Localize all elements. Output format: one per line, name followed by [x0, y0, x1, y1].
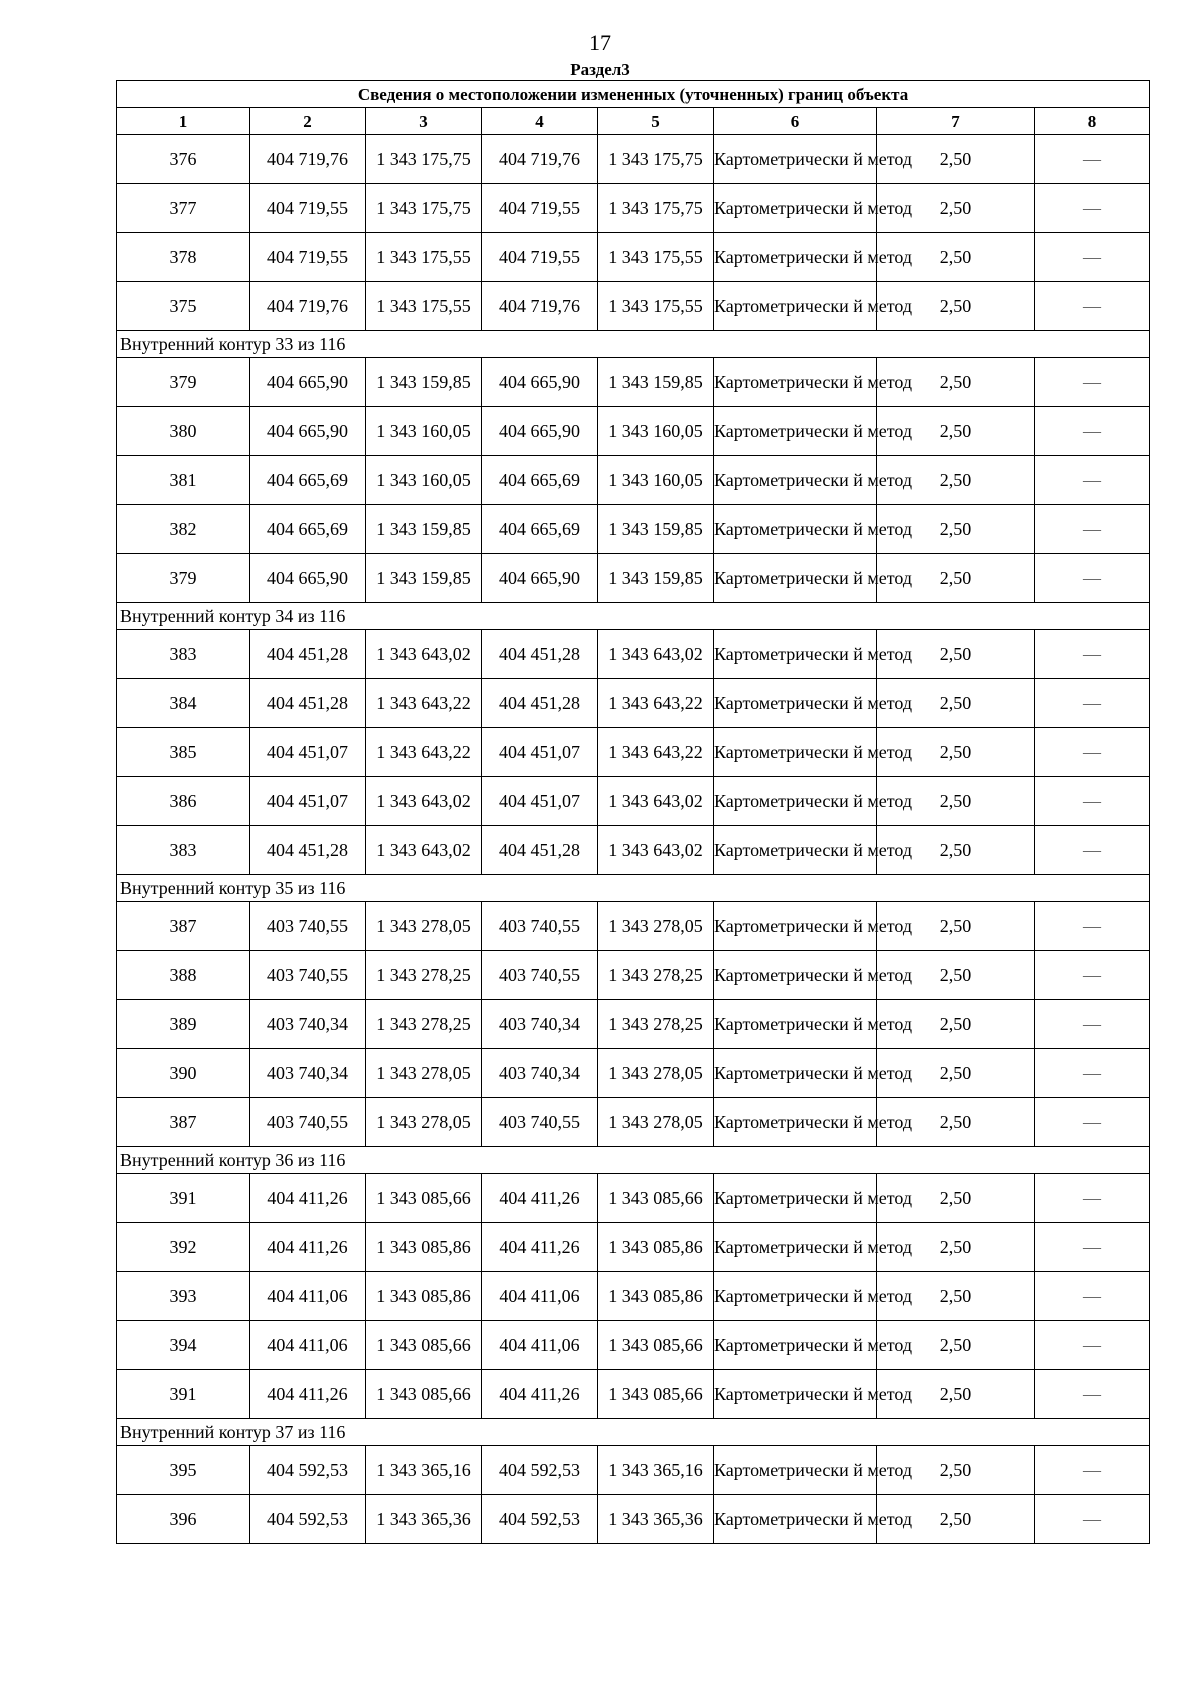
- x-new-cell: 404 451,28: [482, 826, 598, 875]
- point-number-cell: 377: [117, 184, 250, 233]
- y-old-cell: 1 343 175,55: [366, 233, 482, 282]
- method-cell: Картометрически й метод: [714, 1174, 877, 1223]
- x-old-cell: 404 719,55: [250, 184, 366, 233]
- description-cell: —: [1035, 679, 1150, 728]
- y-old-cell: 1 343 159,85: [366, 505, 482, 554]
- point-number-cell: 380: [117, 407, 250, 456]
- y-old-cell: 1 343 159,85: [366, 358, 482, 407]
- table-row: [117, 777, 1150, 826]
- x-new-cell: 404 451,28: [482, 630, 598, 679]
- x-old-cell: 404 719,76: [250, 282, 366, 331]
- y-new-cell: 1 343 643,22: [598, 728, 714, 777]
- y-old-cell: 1 343 278,05: [366, 1098, 482, 1147]
- method-cell: Картометрически й метод: [714, 1000, 877, 1049]
- contour-label: Внутренний контур 37 из 116: [117, 1419, 1150, 1446]
- point-number-cell: 394: [117, 1321, 250, 1370]
- x-new-cell: 404 451,28: [482, 679, 598, 728]
- table-row: [117, 951, 1150, 1000]
- accuracy-cell: 2,50: [877, 902, 1035, 951]
- point-number-cell: 379: [117, 554, 250, 603]
- point-number-cell: 396: [117, 1495, 250, 1544]
- y-new-cell: 1 343 159,85: [598, 505, 714, 554]
- method-cell: Картометрически й метод: [714, 630, 877, 679]
- y-old-cell: 1 343 160,05: [366, 456, 482, 505]
- y-old-cell: 1 343 278,05: [366, 902, 482, 951]
- table-row: [117, 630, 1150, 679]
- table-row: [117, 407, 1150, 456]
- x-old-cell: 403 740,34: [250, 1049, 366, 1098]
- y-new-cell: 1 343 278,05: [598, 902, 714, 951]
- point-number-cell: 385: [117, 728, 250, 777]
- y-new-cell: 1 343 365,16: [598, 1446, 714, 1495]
- description-cell: —: [1035, 826, 1150, 875]
- y-new-cell: 1 343 160,05: [598, 407, 714, 456]
- x-new-cell: 404 665,90: [482, 554, 598, 603]
- point-number-cell: 390: [117, 1049, 250, 1098]
- description-cell: —: [1035, 1049, 1150, 1098]
- description-cell: —: [1035, 358, 1150, 407]
- description-cell: —: [1035, 1321, 1150, 1370]
- contour-heading-row: [117, 603, 1150, 630]
- column-header: 6: [714, 108, 877, 135]
- y-new-cell: 1 343 175,55: [598, 282, 714, 331]
- accuracy-cell: 2,50: [877, 679, 1035, 728]
- method-cell: Картометрически й метод: [714, 233, 877, 282]
- y-old-cell: 1 343 085,86: [366, 1272, 482, 1321]
- column-header: 2: [250, 108, 366, 135]
- method-cell: Картометрически й метод: [714, 1446, 877, 1495]
- description-cell: —: [1035, 1272, 1150, 1321]
- y-new-cell: 1 343 159,85: [598, 554, 714, 603]
- table-row: [117, 358, 1150, 407]
- table-row: [117, 184, 1150, 233]
- method-cell: Картометрически й метод: [714, 1370, 877, 1419]
- accuracy-cell: 2,50: [877, 554, 1035, 603]
- x-old-cell: 403 740,55: [250, 951, 366, 1000]
- point-number-cell: 391: [117, 1174, 250, 1223]
- description-cell: —: [1035, 777, 1150, 826]
- x-old-cell: 404 719,76: [250, 135, 366, 184]
- description-cell: —: [1035, 1098, 1150, 1147]
- point-number-cell: 381: [117, 456, 250, 505]
- contour-heading-row: [117, 875, 1150, 902]
- y-old-cell: 1 343 159,85: [366, 554, 482, 603]
- column-header: 3: [366, 108, 482, 135]
- point-number-cell: 388: [117, 951, 250, 1000]
- method-cell: Картометрически й метод: [714, 679, 877, 728]
- y-old-cell: 1 343 160,05: [366, 407, 482, 456]
- x-new-cell: 404 592,53: [482, 1446, 598, 1495]
- x-new-cell: 404 665,90: [482, 407, 598, 456]
- y-old-cell: 1 343 085,86: [366, 1223, 482, 1272]
- description-cell: —: [1035, 184, 1150, 233]
- table-row: [117, 1370, 1150, 1419]
- table-body: [117, 81, 1150, 1544]
- description-cell: —: [1035, 1370, 1150, 1419]
- description-cell: —: [1035, 554, 1150, 603]
- point-number-cell: 376: [117, 135, 250, 184]
- x-new-cell: 404 719,55: [482, 233, 598, 282]
- x-old-cell: 403 740,34: [250, 1000, 366, 1049]
- x-old-cell: 404 665,69: [250, 456, 366, 505]
- description-cell: —: [1035, 233, 1150, 282]
- contour-label: Внутренний контур 35 из 116: [117, 875, 1150, 902]
- description-cell: —: [1035, 728, 1150, 777]
- x-new-cell: 404 411,26: [482, 1370, 598, 1419]
- method-cell: Картометрически й метод: [714, 184, 877, 233]
- y-new-cell: 1 343 278,05: [598, 1098, 714, 1147]
- method-cell: Картометрически й метод: [714, 554, 877, 603]
- point-number-cell: 387: [117, 1098, 250, 1147]
- accuracy-cell: 2,50: [877, 777, 1035, 826]
- accuracy-cell: 2,50: [877, 456, 1035, 505]
- method-cell: Картометрически й метод: [714, 135, 877, 184]
- x-new-cell: 404 411,26: [482, 1174, 598, 1223]
- column-header: 1: [117, 108, 250, 135]
- method-cell: Картометрически й метод: [714, 902, 877, 951]
- point-number-cell: 378: [117, 233, 250, 282]
- x-old-cell: 404 411,06: [250, 1321, 366, 1370]
- table-row: [117, 728, 1150, 777]
- contour-heading-row: [117, 1147, 1150, 1174]
- y-new-cell: 1 343 175,75: [598, 184, 714, 233]
- point-number-cell: 389: [117, 1000, 250, 1049]
- accuracy-cell: 2,50: [877, 505, 1035, 554]
- x-new-cell: 403 740,34: [482, 1000, 598, 1049]
- x-old-cell: 404 411,26: [250, 1174, 366, 1223]
- description-cell: —: [1035, 407, 1150, 456]
- method-cell: Картометрически й метод: [714, 505, 877, 554]
- y-old-cell: 1 343 643,22: [366, 679, 482, 728]
- page-number: 17: [589, 30, 611, 55]
- boundary-table: [116, 80, 1150, 1544]
- x-old-cell: 404 411,26: [250, 1223, 366, 1272]
- column-header: 5: [598, 108, 714, 135]
- accuracy-cell: 2,50: [877, 407, 1035, 456]
- accuracy-cell: 2,50: [877, 1495, 1035, 1544]
- method-cell: Картометрически й метод: [714, 951, 877, 1000]
- x-old-cell: 404 719,55: [250, 233, 366, 282]
- y-new-cell: 1 343 643,02: [598, 777, 714, 826]
- y-new-cell: 1 343 643,22: [598, 679, 714, 728]
- accuracy-cell: 2,50: [877, 826, 1035, 875]
- description-cell: —: [1035, 1000, 1150, 1049]
- y-new-cell: 1 343 160,05: [598, 456, 714, 505]
- y-new-cell: 1 343 643,02: [598, 826, 714, 875]
- accuracy-cell: 2,50: [877, 233, 1035, 282]
- accuracy-cell: 2,50: [877, 135, 1035, 184]
- description-cell: —: [1035, 1174, 1150, 1223]
- column-header-row: [117, 108, 1150, 135]
- accuracy-cell: 2,50: [877, 1049, 1035, 1098]
- method-cell: Картометрически й метод: [714, 358, 877, 407]
- accuracy-cell: 2,50: [877, 282, 1035, 331]
- table-row: [117, 1098, 1150, 1147]
- table-title-row: [117, 81, 1150, 108]
- y-old-cell: 1 343 278,25: [366, 1000, 482, 1049]
- method-cell: Картометрически й метод: [714, 456, 877, 505]
- x-new-cell: 404 592,53: [482, 1495, 598, 1544]
- x-old-cell: 404 665,90: [250, 358, 366, 407]
- point-number-cell: 387: [117, 902, 250, 951]
- y-old-cell: 1 343 365,36: [366, 1495, 482, 1544]
- y-new-cell: 1 343 085,66: [598, 1370, 714, 1419]
- table-row: [117, 1000, 1150, 1049]
- method-cell: Картометрически й метод: [714, 826, 877, 875]
- accuracy-cell: 2,50: [877, 1098, 1035, 1147]
- x-old-cell: 404 665,90: [250, 407, 366, 456]
- x-new-cell: 404 411,06: [482, 1272, 598, 1321]
- accuracy-cell: 2,50: [877, 1321, 1035, 1370]
- table-row: [117, 679, 1150, 728]
- y-new-cell: 1 343 175,75: [598, 135, 714, 184]
- x-new-cell: 404 665,90: [482, 358, 598, 407]
- y-new-cell: 1 343 278,25: [598, 951, 714, 1000]
- y-old-cell: 1 343 643,02: [366, 630, 482, 679]
- contour-label: Внутренний контур 34 из 116: [117, 603, 1150, 630]
- table-row: [117, 456, 1150, 505]
- accuracy-cell: 2,50: [877, 1174, 1035, 1223]
- y-old-cell: 1 343 643,02: [366, 826, 482, 875]
- method-cell: Картометрически й метод: [714, 777, 877, 826]
- x-new-cell: 404 665,69: [482, 505, 598, 554]
- x-old-cell: 404 451,28: [250, 679, 366, 728]
- table-row: [117, 1446, 1150, 1495]
- accuracy-cell: 2,50: [877, 1223, 1035, 1272]
- contour-label: Внутренний контур 33 из 116: [117, 331, 1150, 358]
- point-number-cell: 392: [117, 1223, 250, 1272]
- column-header: 4: [482, 108, 598, 135]
- table-row: [117, 554, 1150, 603]
- y-old-cell: 1 343 278,25: [366, 951, 482, 1000]
- x-new-cell: 404 719,76: [482, 282, 598, 331]
- accuracy-cell: 2,50: [877, 630, 1035, 679]
- y-new-cell: 1 343 085,66: [598, 1174, 714, 1223]
- section-title: Раздел3: [570, 60, 630, 79]
- y-old-cell: 1 343 643,02: [366, 777, 482, 826]
- x-old-cell: 404 665,69: [250, 505, 366, 554]
- method-cell: Картометрически й метод: [714, 1049, 877, 1098]
- table-row: [117, 1495, 1150, 1544]
- accuracy-cell: 2,50: [877, 1272, 1035, 1321]
- accuracy-cell: 2,50: [877, 951, 1035, 1000]
- y-new-cell: 1 343 085,86: [598, 1223, 714, 1272]
- y-old-cell: 1 343 085,66: [366, 1174, 482, 1223]
- table-row: [117, 1049, 1150, 1098]
- table-row: [117, 282, 1150, 331]
- y-new-cell: 1 343 365,36: [598, 1495, 714, 1544]
- x-new-cell: 403 740,55: [482, 902, 598, 951]
- y-old-cell: 1 343 643,22: [366, 728, 482, 777]
- x-new-cell: 404 719,55: [482, 184, 598, 233]
- x-old-cell: 404 411,26: [250, 1370, 366, 1419]
- method-cell: Картометрически й метод: [714, 407, 877, 456]
- y-old-cell: 1 343 175,55: [366, 282, 482, 331]
- description-cell: —: [1035, 456, 1150, 505]
- x-old-cell: 403 740,55: [250, 902, 366, 951]
- contour-heading-row: [117, 331, 1150, 358]
- method-cell: Картометрически й метод: [714, 728, 877, 777]
- x-new-cell: 403 740,55: [482, 1098, 598, 1147]
- x-new-cell: 404 665,69: [482, 456, 598, 505]
- x-old-cell: 404 451,07: [250, 728, 366, 777]
- description-cell: —: [1035, 902, 1150, 951]
- table-row: [117, 826, 1150, 875]
- accuracy-cell: 2,50: [877, 1000, 1035, 1049]
- y-old-cell: 1 343 175,75: [366, 135, 482, 184]
- y-new-cell: 1 343 175,55: [598, 233, 714, 282]
- y-new-cell: 1 343 278,25: [598, 1000, 714, 1049]
- table-row: [117, 902, 1150, 951]
- y-new-cell: 1 343 085,86: [598, 1272, 714, 1321]
- x-old-cell: 404 451,28: [250, 630, 366, 679]
- x-new-cell: 404 719,76: [482, 135, 598, 184]
- description-cell: —: [1035, 1446, 1150, 1495]
- point-number-cell: 383: [117, 630, 250, 679]
- point-number-cell: 393: [117, 1272, 250, 1321]
- description-cell: —: [1035, 505, 1150, 554]
- x-old-cell: 404 665,90: [250, 554, 366, 603]
- method-cell: Картометрически й метод: [714, 1321, 877, 1370]
- x-new-cell: 404 411,26: [482, 1223, 598, 1272]
- description-cell: —: [1035, 630, 1150, 679]
- y-old-cell: 1 343 085,66: [366, 1321, 482, 1370]
- x-new-cell: 404 451,07: [482, 777, 598, 826]
- table-row: [117, 135, 1150, 184]
- table-row: [117, 1174, 1150, 1223]
- point-number-cell: 395: [117, 1446, 250, 1495]
- point-number-cell: 391: [117, 1370, 250, 1419]
- x-new-cell: 404 411,06: [482, 1321, 598, 1370]
- x-new-cell: 403 740,55: [482, 951, 598, 1000]
- method-cell: Картометрически й метод: [714, 1495, 877, 1544]
- x-old-cell: 404 592,53: [250, 1495, 366, 1544]
- y-old-cell: 1 343 175,75: [366, 184, 482, 233]
- description-cell: —: [1035, 1495, 1150, 1544]
- method-cell: Картометрически й метод: [714, 282, 877, 331]
- contour-label: Внутренний контур 36 из 116: [117, 1147, 1150, 1174]
- column-header: 7: [877, 108, 1035, 135]
- point-number-cell: 384: [117, 679, 250, 728]
- y-old-cell: 1 343 365,16: [366, 1446, 482, 1495]
- y-new-cell: 1 343 159,85: [598, 358, 714, 407]
- table-row: [117, 233, 1150, 282]
- method-cell: Картометрически й метод: [714, 1098, 877, 1147]
- y-old-cell: 1 343 278,05: [366, 1049, 482, 1098]
- description-cell: —: [1035, 135, 1150, 184]
- accuracy-cell: 2,50: [877, 1446, 1035, 1495]
- description-cell: —: [1035, 282, 1150, 331]
- point-number-cell: 386: [117, 777, 250, 826]
- x-old-cell: 403 740,55: [250, 1098, 366, 1147]
- table-row: [117, 1321, 1150, 1370]
- point-number-cell: 383: [117, 826, 250, 875]
- y-old-cell: 1 343 085,66: [366, 1370, 482, 1419]
- table-row: [117, 1223, 1150, 1272]
- x-old-cell: 404 411,06: [250, 1272, 366, 1321]
- method-cell: Картометрически й метод: [714, 1272, 877, 1321]
- table-title: Сведения о местоположении измененных (уточненных) границ объекта: [117, 81, 1150, 108]
- y-new-cell: 1 343 643,02: [598, 630, 714, 679]
- point-number-cell: 379: [117, 358, 250, 407]
- x-old-cell: 404 592,53: [250, 1446, 366, 1495]
- accuracy-cell: 2,50: [877, 1370, 1035, 1419]
- y-new-cell: 1 343 278,05: [598, 1049, 714, 1098]
- y-new-cell: 1 343 085,66: [598, 1321, 714, 1370]
- table-row: [117, 1272, 1150, 1321]
- table-row: [117, 505, 1150, 554]
- point-number-cell: 375: [117, 282, 250, 331]
- accuracy-cell: 2,50: [877, 184, 1035, 233]
- x-new-cell: 404 451,07: [482, 728, 598, 777]
- description-cell: —: [1035, 951, 1150, 1000]
- x-new-cell: 403 740,34: [482, 1049, 598, 1098]
- accuracy-cell: 2,50: [877, 358, 1035, 407]
- x-old-cell: 404 451,07: [250, 777, 366, 826]
- accuracy-cell: 2,50: [877, 728, 1035, 777]
- point-number-cell: 382: [117, 505, 250, 554]
- contour-heading-row: [117, 1419, 1150, 1446]
- method-cell: Картометрически й метод: [714, 1223, 877, 1272]
- description-cell: —: [1035, 1223, 1150, 1272]
- column-header: 8: [1035, 108, 1150, 135]
- x-old-cell: 404 451,28: [250, 826, 366, 875]
